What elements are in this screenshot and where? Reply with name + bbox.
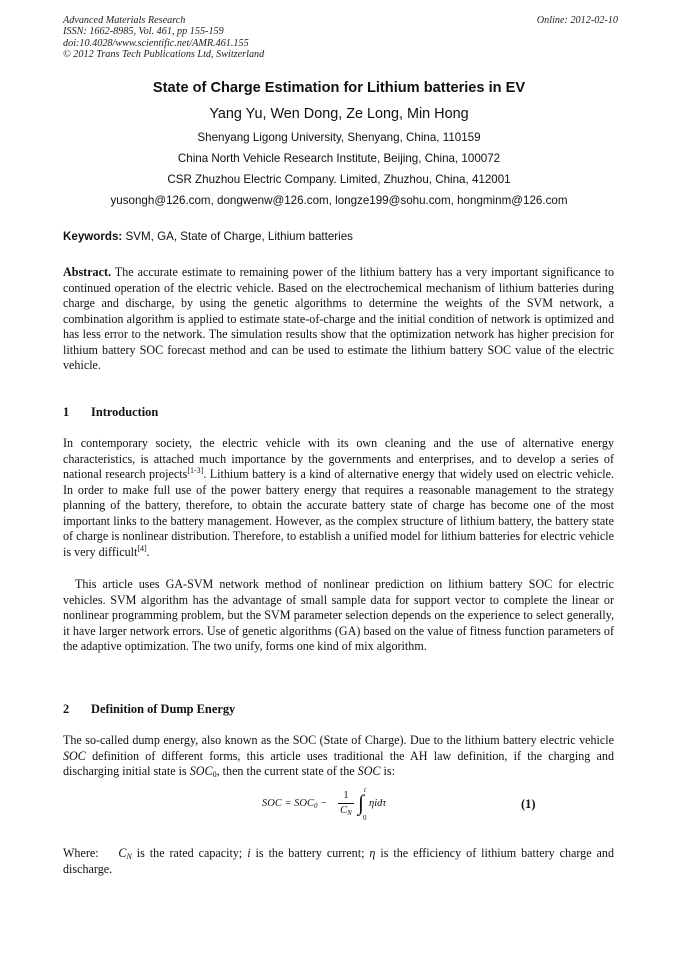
subscript: 0	[212, 770, 217, 779]
where-paragraph	[63, 846, 614, 877]
keywords-label: Keywords:	[63, 230, 123, 243]
doi: doi:10.4028/www.scientific.net/AMR.461.155	[63, 37, 249, 49]
paper-title: State of Charge Estimation for Lithium batteries in EV	[152, 80, 526, 96]
integral-icon: ∫	[358, 790, 365, 815]
eq-text: C	[340, 805, 348, 816]
eq-subscript: N	[347, 809, 352, 817]
section-heading-dump-energy	[63, 702, 235, 717]
eq-minus: −	[317, 798, 328, 809]
affiliation-3: CSR Zhuzhou Electric Company. Limited, Zhuzhou, China, 412001	[167, 173, 511, 186]
definition-paragraph	[63, 733, 614, 780]
text-run: is the rated capacity;	[131, 846, 248, 860]
equation-lhs	[262, 798, 327, 809]
eq-numerator: 1	[343, 790, 349, 801]
keywords-text: SVM, GA, State of Charge, Lithium batteries	[122, 230, 353, 243]
journal-header	[63, 15, 618, 61]
abstract-label: Abstract.	[63, 265, 112, 279]
section-number: 2	[63, 702, 70, 716]
soc-term: SOC	[189, 764, 213, 778]
eq-denominator	[338, 805, 354, 817]
var-i: i	[247, 846, 251, 860]
where-label: Where:	[63, 846, 99, 860]
soc-term: SOC	[357, 764, 381, 778]
text-run: is the efficiency of lithium battery charge and discharge.	[63, 846, 615, 876]
text-run: The so-called dump energy, also known as the SOC (State of Charge). Due to the lithium battery electric vehicle	[63, 733, 614, 747]
text-run: , then the current state of the	[216, 764, 358, 778]
var-cn-subscript: N	[126, 852, 132, 861]
text-run: is:	[380, 764, 395, 778]
affiliation-2: China North Vehicle Research Institute, Beijing, China, 100072	[177, 152, 501, 165]
emails: yusongh@126.com, dongwenw@126.com, longze199@sohu.com, hongminm@126.com	[110, 194, 568, 207]
equation-number: (1)	[521, 797, 536, 811]
text-run: .	[146, 544, 150, 559]
section-title: Definition of Dump Energy	[91, 702, 236, 716]
authors: Yang Yu, Wen Dong, Ze Long, Min Hong	[209, 106, 469, 122]
journal-name: Advanced Materials Research	[63, 15, 186, 26]
text-run: is the battery current;	[250, 846, 370, 860]
eq-integrand: ηidτ	[369, 798, 387, 809]
var-cn: C	[118, 846, 127, 860]
eq-text: SOC = SOC	[262, 798, 315, 809]
integral-upper-bound: t	[364, 786, 366, 794]
citation: [1-3]	[187, 466, 204, 475]
eq-subscript: 0	[314, 802, 318, 810]
citation: [4]	[137, 543, 147, 553]
abstract	[63, 265, 614, 374]
integral-lower-bound: 0	[363, 814, 367, 822]
text-run: . Lithium battery is a kind of alternative energy that widely used on electric vehicle. In order to make full use of the power battery energy that requires a reasonable management to the strategy planning of the battery, therefore, to obtain the accurate battery state of charge has become one of the most important links to the battery management. However, as the complex structure of lithium battery, the battery state of charge is nonlinear distribution. Therefore, to establish a unified model for lithium batteries for electric vehicle is very difficult	[63, 467, 614, 559]
soc-term: SOC	[63, 748, 86, 763]
fraction-bar	[338, 803, 354, 804]
text-run: definition of different forms, this article uses traditional the AH law definition, if the charging and discharging initial state is	[63, 748, 614, 778]
intro-paragraph-1	[63, 436, 614, 560]
intro-paragraph-2: This article uses GA-SVM network method of nonlinear prediction on lithium battery SOC for electric vehicles. SVM algorithm has the advantage of small sample data for support vector to complete the linear or nonlinear programming problem, but the SVM parameter selection depends on the experience to select generally, it have larger network errors. Use of genetic algorithms (GA) based on the value of fitness function parameters of the adaptive optimization. The two unify, forms one kind of mix algorithm.	[63, 577, 614, 653]
section-heading-introduction	[63, 405, 158, 420]
issn: ISSN: 1662-8985, Vol. 461, pp 155-159	[63, 26, 224, 38]
equation-fraction	[338, 790, 354, 817]
equation-1	[262, 788, 412, 824]
section-number: 1	[63, 405, 70, 419]
copyright: © 2012 Trans Tech Publications Ltd, Switzerland	[63, 49, 265, 61]
section-title: Introduction	[91, 405, 159, 419]
text-run: In contemporary society, the electric vehicle with its own cleaning and the use of alternative energy characteristics, is attached much importance by the governments and enterprises, and to develop a series of national research projects	[63, 436, 614, 481]
keywords	[63, 230, 353, 243]
abstract-text: The accurate estimate to remaining power of the lithium battery has a very important significance to continued operation of the electric vehicle. Based on the electrochemical mechanism of lithium batteries during charge and discharge, by using the genetic algorithms to determine the weights of the SVM network, a combination algorithm is applied to estimate state-of-charge and the initial condition of network is optimized and has less error to the network. The simulation results show that the optimization network has higher precision for lithium battery SOC forecast method and can be used to estimate the lithium battery SOC value of the electric vehicle.	[63, 265, 614, 372]
var-eta: η	[369, 846, 376, 860]
affiliation-1: Shenyang Ligong University, Shenyang, China, 110159	[197, 131, 481, 144]
online-date: Online: 2012-02-10	[536, 15, 618, 26]
